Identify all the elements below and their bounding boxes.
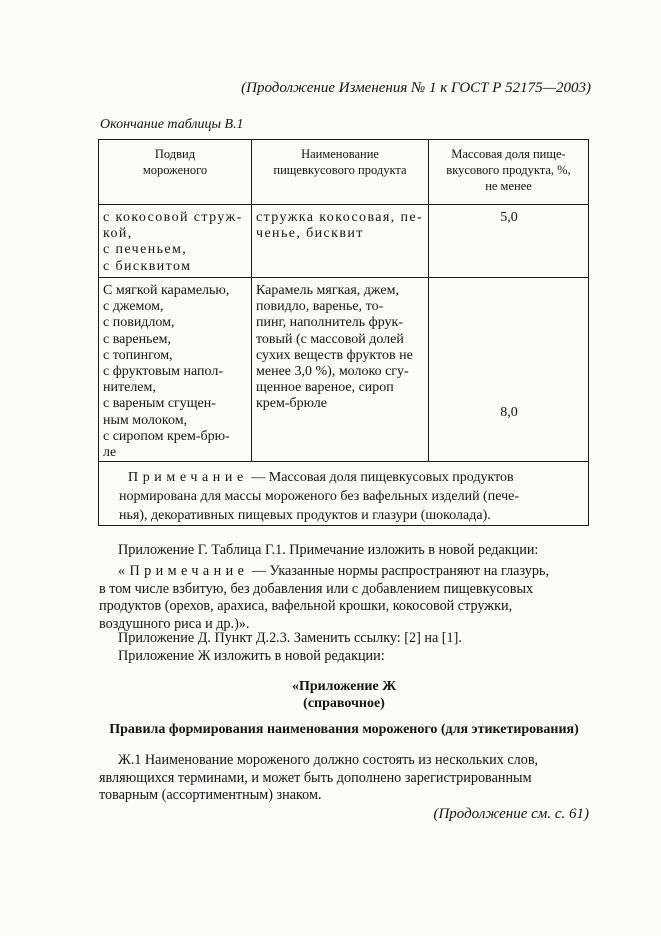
table-row [99,205,589,278]
paragraph-appendix-d: Приложение Д. Пункт Д.2.3. Заменить ссылку: [2] на [1]. Приложение Ж изложить в новой редакции: [118,630,462,664]
cell-subtype: с кокосовой струж- кой, с печеньем, с бисквитом [99,205,252,278]
cell-value: 5,0 [429,205,589,278]
cell-product: стружка кокосовая, пе- ченье, бисквит [252,205,429,278]
cell-value: 8,0 [429,278,589,462]
rules-heading: Правила формирования наименования мороженого (для этикетирования) [109,722,579,737]
table-header-row [99,140,589,205]
footer-continuation: (Продолжение см. с. 61) [433,806,589,822]
appendix-title: «Приложение Ж (справочное) [291,679,397,711]
note-label: «Примечание [118,563,249,579]
paragraph-note-text: «Примечание — Указанные нормы распространяют на глазурь, в том числе взбитую, без добавления или с добавлением пищевкусовых продуктов (орехов, арахиса, вафельной крошки, кокосовой стружки, воздушного риса и др.)». [99,563,549,632]
column-header-fraction: Массовая доля пище- вкусового продукта, %, не менее [429,140,589,205]
column-header-subtype: Подвид мороженого [99,140,252,205]
table-note-row [99,462,589,526]
cell-subtype: С мягкой карамелью, с джемом, с повидлом, с вареньем, с топингом, с фруктовым напол- нителем, с вареным сгущен- ным молоком, с сиропом крем-брю- ле [99,278,252,462]
table-note: Примечание — Массовая доля пищевкусовых продуктов нормирована для массы мороженого без вафельных изделий (пече- нья), декоративных пищевых продуктов и глазури (шоколада). [99,462,589,526]
table-v1-end [98,139,589,526]
paragraph-zh1: Ж.1 Наименование мороженого должно состоять из нескольких слов, являющихся терминами, и может быть дополнено зарегистрированным товарным (ассортиментным) знаком. [99,752,539,803]
column-header-product: Наименование пищевкусового продукта [252,140,429,205]
header-continuation: (Продолжение Изменения № 1 к ГОСТ Р 52175—2003) [241,80,591,96]
note-label: Примечание [128,470,248,486]
cell-product: Карамель мягкая, джем, повидло, варенье, то- пинг, наполнитель фрук- товый (с массовой долей сухих веществ фруктов не менее 3,0 %), молоко сгу- щенное вареное, сироп крем-брюле [252,278,429,462]
paragraph-appendix-g: Приложение Г. Таблица Г.1. Примечание изложить в новой редакции: [118,542,539,558]
table-row [99,278,589,462]
table-caption: Окончание таблицы В.1 [100,117,244,132]
